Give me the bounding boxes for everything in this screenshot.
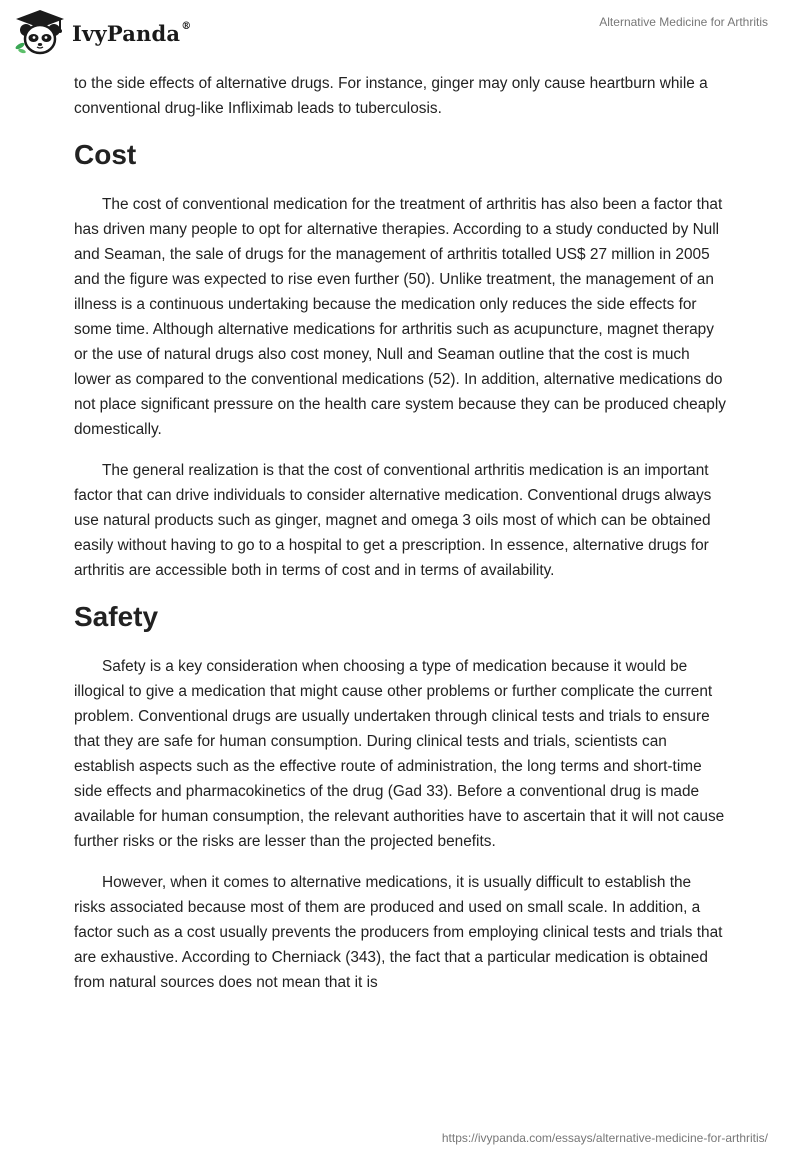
cost-paragraph-2: The general realization is that the cost of conventional arthritis medication is an important factor that can drive individuals to consider alternative medication. Conventional drugs always use natural products such as ginger, magnet and omega 3 oils most of which can be obtained easily without having to go to a hospital to get a prescription. In essence, alternative drugs for arthritis are accessible both in terms of cost and in terms of availability.	[74, 462, 712, 579]
safety-paragraph-2: However, when it comes to alternative medications, it is usually difficult to establish the risks associated because most of them are produced and used on small scale. In addition, a factor such as a cost usually prevents the producers from employing clinical tests and trials that are exhaustive. According to Cherniack (343), the fact that a particular medication is obtained from natural sources does not mean that it is	[74, 874, 723, 991]
registered-mark: ®	[181, 20, 192, 32]
panda-graduate-icon	[14, 8, 66, 56]
brand-name: IvyPanda®	[72, 20, 192, 46]
source-url[interactable]: https://ivypanda.com/essays/alternative-medicine-for-arthritis/	[441, 1131, 768, 1145]
article-body	[74, 71, 726, 1011]
document-title: Alternative Medicine for Arthritis	[599, 15, 768, 29]
intro-paragraph: to the side effects of alternative drugs. For instance, ginger may only cause heartburn while a conventional drug-like Infliximab leads to tuberculosis.	[74, 75, 708, 117]
ivypanda-logo[interactable]	[14, 8, 191, 56]
section-heading-cost: Cost	[74, 139, 137, 170]
section-heading-safety: Safety	[74, 601, 159, 632]
safety-paragraph-1: Safety is a key consideration when choosing a type of medication because it would be illogical to give a medication that might cause other problems or further complicate the current problem. Conventional drugs are usually undertaken through clinical tests and trials to ensure that they are safe for human consumption. During clinical tests and trials, scientists can establish aspects such as the effective route of administration, the long terms and short-time side effects and pharmacokinetics of the drug (Gad 33). Before a conventional drug is made available for human consumption, the relevant authorities have to ascertain that it will not cause further risks or the risks are lesser than the projected benefits.	[74, 658, 725, 850]
page-header	[0, 0, 800, 70]
cost-paragraph-1: The cost of conventional medication for the treatment of arthritis has also been a factor that has driven many people to opt for alternative therapies. According to a study conducted by Null and Seaman, the sale of drugs for the management of arthritis totalled US$ 27 million in 2005 and the figure was expected to rise even further (50). Unlike treatment, the management of an illness is a continuous undertaking because the medication only reduces the side effects for some time. Although alternative medications for arthritis such as acupuncture, magnet therapy or the use of natural drugs also cost money, Null and Seaman outline that the cost is much lower as compared to the conventional medications (52). In addition, alternative medications do not place significant pressure on the health care system because they can be produced cheaply domestically.	[74, 196, 726, 438]
